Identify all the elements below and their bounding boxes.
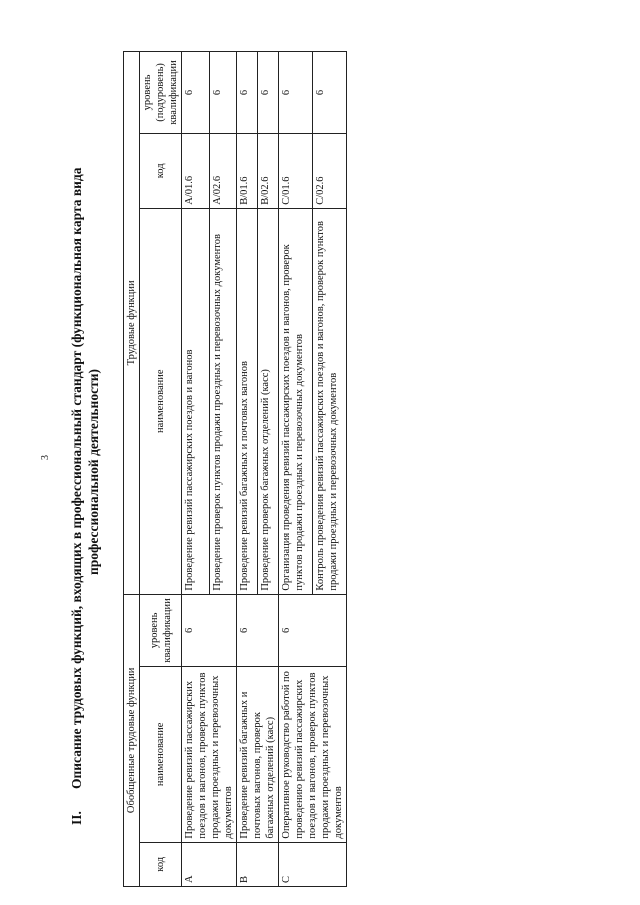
functions-table (123, 51, 347, 887)
title-line-1: Описание трудовых функций, входящих в профессиональный стандарт (функциональная карта вида (69, 167, 84, 789)
group-code: A (182, 842, 237, 886)
function-level: 6 (237, 52, 258, 134)
function-level: 6 (279, 52, 313, 134)
function-code: C/02.6 (313, 133, 347, 208)
function-code: C/01.6 (279, 133, 313, 208)
table-row (182, 52, 210, 887)
group-level: 6 (182, 594, 237, 667)
function-level: 6 (182, 52, 210, 134)
function-level: 6 (313, 52, 347, 134)
group-level: 6 (279, 594, 347, 667)
function-code: A/02.6 (209, 133, 237, 208)
function-level: 6 (209, 52, 237, 134)
function-name: Проведение ревизий багажных и почтовых вагонов (237, 208, 258, 594)
section-numeral: II. (69, 811, 84, 825)
function-name: Проведение проверок багажных отделений (касс) (258, 208, 279, 594)
header-row-columns (140, 52, 182, 887)
group-name: Проведение ревизий пассажирских поездов и вагонов, проверок пунктов продажи проездных и перевозочных документов (182, 667, 237, 842)
header-labor-functions: Трудовые функции (124, 52, 140, 595)
title-line-2: профессиональной деятельности) (86, 369, 101, 575)
header-generalized-functions: Обобщенные трудовые функции (124, 594, 140, 886)
group-code: C (279, 842, 347, 886)
group-level: 6 (237, 594, 279, 667)
header-code: код (140, 842, 182, 886)
table-row (237, 52, 258, 887)
group-name: Проведение ревизий багажных и почтовых вагонов, проверок багажных отделений (касс) (237, 667, 279, 842)
group-name: Оперативное руководство работой по проведению ревизий пассажирских поездов и вагонов, проверок пунктов продажи проездных и перевозочных документов (279, 667, 347, 842)
table-row (279, 52, 313, 887)
function-code: A/01.6 (182, 133, 210, 208)
header-name: наименование (140, 667, 182, 842)
function-name: Контроль проведения ревизий пассажирских поездов и вагонов, проверок пунктов продажи проездных и перевозочных документов (313, 208, 347, 594)
group-code: B (237, 842, 279, 886)
header-sub-level: уровень (подуровень) квалификации (140, 52, 182, 134)
header-row-groups (124, 52, 140, 887)
header-qual-level: уровень квалификации (140, 594, 182, 667)
header-function-code: код (140, 133, 182, 208)
page-number: 3 (40, 455, 51, 460)
header-function-name: наименование (140, 208, 182, 594)
function-code: B/01.6 (237, 133, 258, 208)
function-name: Проведение ревизий пассажирских поездов и вагонов (182, 208, 210, 594)
function-code: B/02.6 (258, 133, 279, 208)
section-title (68, 35, 102, 825)
function-level: 6 (258, 52, 279, 134)
function-name: Проведение проверок пунктов продажи проездных и перевозочных документов (209, 208, 237, 594)
function-name: Организация проведения ревизий пассажирских поездов и вагонов, проверок пунктов продажи проездных и перевозочных документов (279, 208, 313, 594)
